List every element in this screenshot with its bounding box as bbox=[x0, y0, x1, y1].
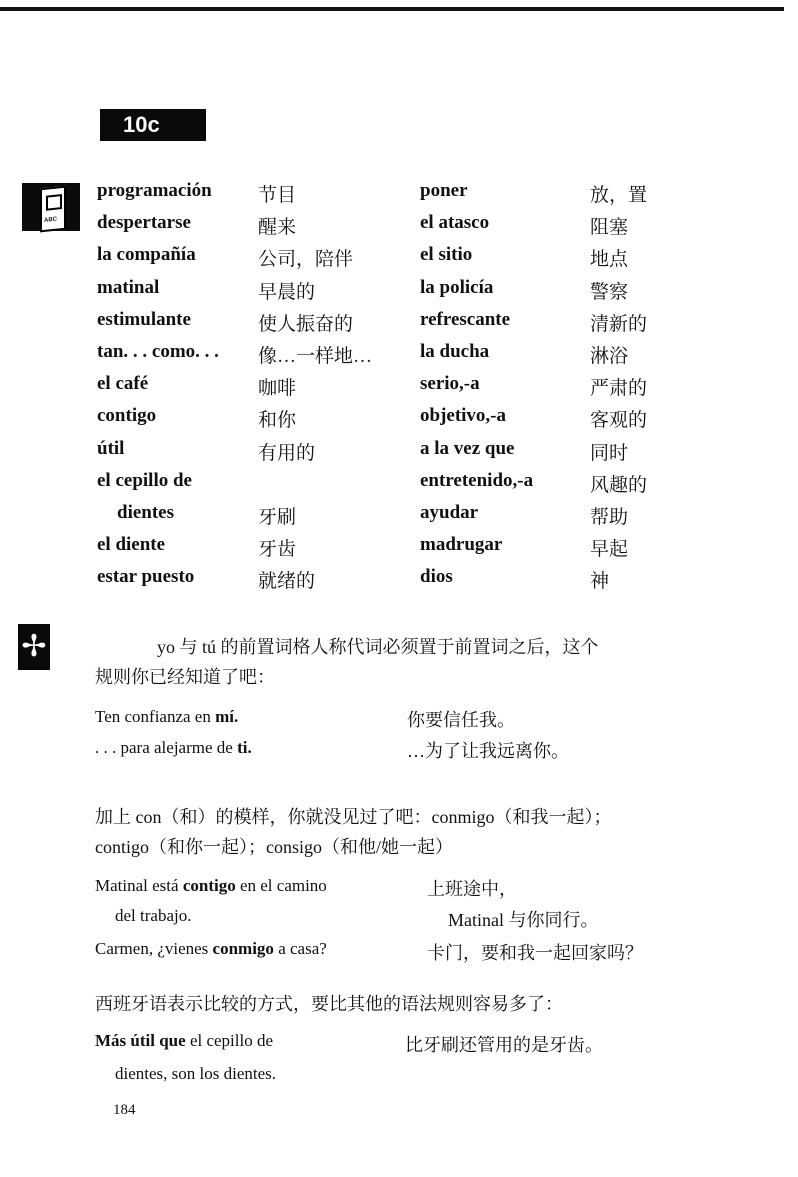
example-5-translation: 比牙刷还管用的是牙齿。 bbox=[405, 1035, 603, 1055]
grammar-paragraph-2-cont: contigo（和你一起）；consigo（和他/她一起） bbox=[95, 837, 453, 857]
vocab-translation: 帮助 bbox=[590, 506, 629, 528]
vocab-term: programación bbox=[97, 180, 212, 201]
vocab-translation: 牙刷 bbox=[258, 506, 297, 528]
vocab-term: el atasco bbox=[420, 212, 490, 234]
vocabulary-book-icon: ABC bbox=[22, 183, 80, 231]
vocab-term: refrescante bbox=[420, 308, 511, 330]
vocab-term: la ducha bbox=[420, 340, 490, 362]
vocab-term: el diente bbox=[97, 534, 166, 556]
example-3-translation: 上班途中， bbox=[427, 879, 517, 899]
vocab-translation: 严肃的 bbox=[590, 378, 648, 400]
page-number: 184 bbox=[113, 1102, 136, 1118]
vocab-translation: 放，置 bbox=[590, 185, 648, 206]
example-5: Más útil que el cepillo de bbox=[95, 1031, 274, 1050]
grammar-paragraph-1-cont: 规则你已经知道了吧： bbox=[95, 667, 275, 687]
grammar-paragraph-3: 西班牙语表示比较的方式，要比其他的语法规则容易多了： bbox=[95, 994, 563, 1014]
top-rule bbox=[0, 7, 784, 11]
grammar-paragraph-2: 加上 con（和）的模样，你就没见过了吧：conmigo（和我一起）； bbox=[95, 807, 612, 827]
example-2-translation: …为了让我远离你。 bbox=[407, 741, 569, 761]
vocab-term: poner bbox=[420, 180, 468, 201]
grammar-puzzle-icon: ✢ bbox=[18, 624, 50, 670]
vocab-translation: 就绪的 bbox=[258, 571, 316, 593]
vocab-term: tan. . . como. . . bbox=[97, 340, 219, 362]
vocab-term: despertarse bbox=[97, 212, 191, 234]
vocab-translation: 淋浴 bbox=[590, 345, 629, 367]
example-3-cont: del trabajo. bbox=[115, 906, 192, 925]
vocab-term: contigo bbox=[97, 405, 157, 427]
example-2: . . . para alejarme de ti. bbox=[95, 738, 252, 757]
vocab-translation: 清新的 bbox=[590, 313, 648, 335]
vocab-term: el sitio bbox=[420, 244, 473, 266]
vocab-term: madrugar bbox=[420, 534, 503, 556]
vocab-term: ayudar bbox=[420, 501, 479, 523]
example-4: Carmen, ¿vienes conmigo a casa? bbox=[95, 939, 327, 958]
section-label: 10c bbox=[100, 109, 206, 141]
vocab-term: el café bbox=[97, 373, 149, 395]
example-1: Ten confianza en mí. bbox=[95, 707, 239, 726]
vocab-term: estar puesto bbox=[97, 566, 195, 588]
vocab-term: serio,-a bbox=[420, 373, 480, 395]
vocab-term: a la vez que bbox=[420, 437, 515, 459]
example-3-translation-cont: Matinal 与你同行。 bbox=[448, 910, 599, 930]
vocab-translation: 客观的 bbox=[590, 410, 648, 432]
vocab-translation: 风趣的 bbox=[590, 474, 648, 496]
vocab-term: entretenido,-a bbox=[420, 469, 534, 491]
vocab-translation bbox=[258, 470, 420, 502]
vocab-translation: 警察 bbox=[590, 281, 629, 303]
example-4-translation: 卡门，要和我一起回家吗？ bbox=[427, 943, 643, 963]
vocab-translation: 使人振奋的 bbox=[258, 313, 354, 335]
vocab-translation: 早起 bbox=[590, 539, 629, 561]
vocab-term: matinal bbox=[97, 276, 160, 298]
grammar-paragraph-1: yo 与 tú 的前置词格人称代词必须置于前置词之后，这个 bbox=[157, 637, 599, 657]
vocab-translation: 有用的 bbox=[258, 442, 316, 464]
vocab-translation: 像…一样地… bbox=[258, 345, 373, 367]
vocab-term: la policía bbox=[420, 276, 494, 298]
vocab-translation: 阻塞 bbox=[590, 217, 629, 239]
example-3: Matinal está contigo en el camino bbox=[95, 876, 327, 895]
vocab-translation: 节目 bbox=[258, 185, 297, 206]
vocab-translation: 早晨的 bbox=[258, 281, 316, 303]
vocab-translation: 地点 bbox=[590, 249, 629, 271]
vocab-term: estimulante bbox=[97, 308, 191, 330]
vocab-translation: 咖啡 bbox=[258, 378, 297, 400]
vocab-translation: 同时 bbox=[590, 442, 629, 464]
vocab-translation: 牙齿 bbox=[258, 539, 297, 561]
vocab-translation: 神 bbox=[590, 571, 610, 593]
vocab-term: objetivo,-a bbox=[420, 405, 507, 427]
vocab-term: el cepillo de bbox=[97, 469, 192, 491]
vocab-translation: 公司，陪伴 bbox=[258, 249, 354, 271]
vocab-translation: 和你 bbox=[258, 410, 297, 432]
example-5-cont: dientes, son los dientes. bbox=[115, 1064, 277, 1083]
vocab-term: la compañía bbox=[97, 244, 196, 266]
vocab-term: dientes bbox=[117, 501, 174, 523]
vocab-term: dios bbox=[420, 566, 453, 588]
vocabulary-list bbox=[97, 180, 710, 598]
vocab-term: útil bbox=[97, 437, 125, 459]
example-1-translation: 你要信任我。 bbox=[407, 710, 515, 730]
vocab-translation: 醒来 bbox=[258, 217, 297, 239]
